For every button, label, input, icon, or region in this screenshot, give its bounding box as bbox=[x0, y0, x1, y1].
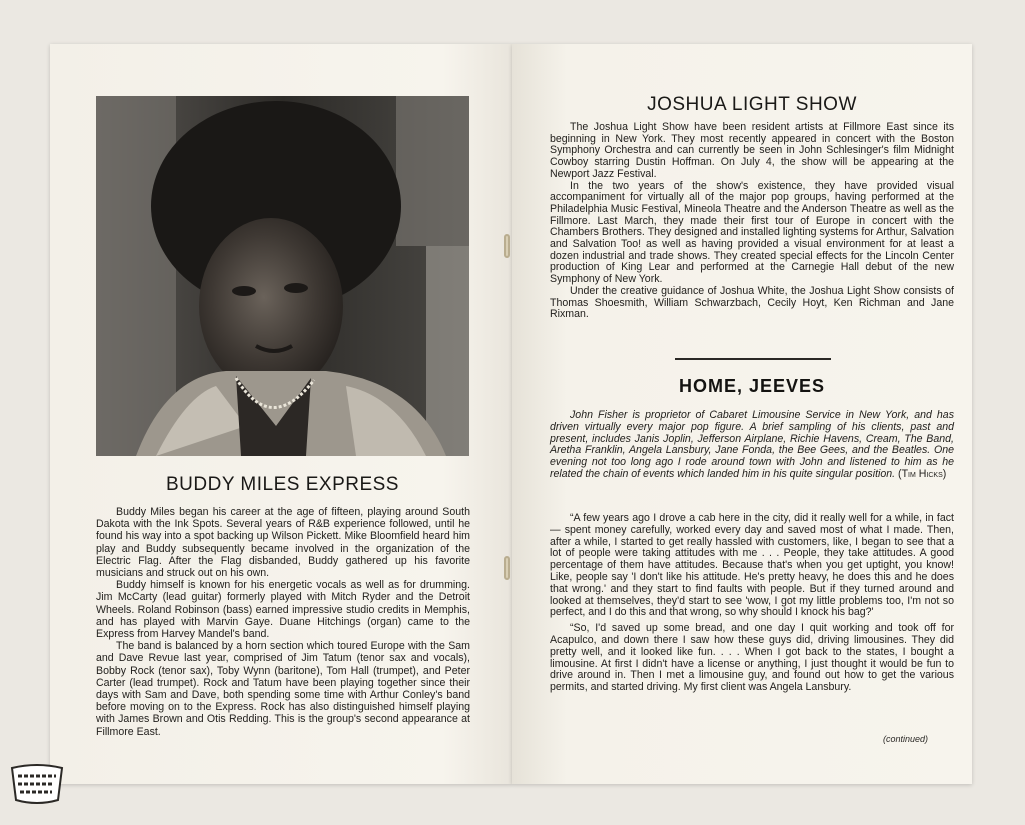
continued-label: (continued) bbox=[882, 734, 928, 744]
staple-top bbox=[504, 234, 510, 258]
intro-credit: (Tim Hicks) bbox=[898, 467, 947, 480]
buddy-miles-photo bbox=[96, 96, 469, 456]
home-jeeves-quotes bbox=[550, 513, 954, 698]
right-paragraph: In the two years of the show's existence, they have provided visual accompaniment for virtually all of the major pop groups, having performed at the Philadelphia Music Festival, Mineola Theatre and the Anderson Theatre as well as the Fillmore. Last March, they made their first tour of Europe in concert with the Chambers Brothers. They designed and installed lighting systems for Arthur, Salvation and Salvation Too! as well as having provided a visual environment for at least a dozen industrial and trade shows. They created special effects for the Lincoln Center production of King Lear and performed at the Carnegie Hall debut of the new Symphony of New York. bbox=[550, 179, 954, 286]
staple-bottom bbox=[504, 556, 510, 580]
home-jeeves-heading: HOME, JEEVES bbox=[678, 376, 826, 396]
quote-paragraph: “A few years ago I drove a cab here in the city, did it really well for a while, in fact — spent money carefully, worked every day and saved most of what I made. Then, after a while, I started to get really hassled with customers, like, I began to see that a lot of people were taking attitudes with me . . . People, they take attitudes. A good percentage of them have attitudes. Because that's when you get uptight, you know! Like, people say 'I don't like his attitude. He's pretty heavy, he does this and he does that wrong.' and they start to find faults with people. But if they turned around and looked at themselves, they'd start to see 'wow, I got my little problems too, I'm not so perfect, and I do this and that wrong, so why should I knock his bag?' bbox=[550, 512, 954, 619]
left-paragraph: The band is balanced by a horn section which toured Europe with the Sam and Dave Revue last year, comprised of Jim Tatum (tenor sax and vocals), Bobby Rock (tenor sax), Toby Wynn (baritone), Tom Hall (trumpet), and Peter Carter (lead trumpet). Rock and Tatum have been playing together since their days with Sam and Dave, both spending some time with Arthur Conley's band before moving on to the Express. Rock has also distinguished himself playing with James Brown and Otis Redding. This is the group's second appearance at Fillmore East. bbox=[96, 640, 470, 738]
left-paragraph: Buddy Miles began his career at the age of fifteen, playing around South Dakota with the Ink Spots. Several years of R&B experience followed, until he found his way into a spot backing up Wilson Pickett. Mike Bloomfield heard him play and Buddy subsequently became involved in the organization of the Electric Flag. After the Flag disbanded, Buddy gathered up his favorite musicians and struck out on his own. bbox=[96, 506, 470, 580]
left-page-title: BUDDY MILES EXPRESS bbox=[165, 474, 399, 495]
left-paragraph: Buddy himself is known for his energetic vocals as well as for drumming. Jim McCarty (lead guitar) formerly played with Mitch Ryder and the Detroit Wheels. Roland Robinson (bass) earned impressive studio credits in Memphis, and has played with Marvin Gaye. Duane Hitchings (organ) came to the Express from Harvey Mandel's band. bbox=[96, 579, 470, 641]
left-page bbox=[50, 44, 512, 784]
right-page-title: JOSHUA LIGHT SHOW bbox=[647, 94, 857, 115]
intro-text: John Fisher is proprietor of Cabaret Limousine Service in New York, and has driven virtually every major pop figure. A brief sampling of his clients, past and present, includes Janis Joplin, Jefferson Airplane, Richie Havens, Cream, The Band, Aretha Franklin, Angela Lansbury, Jane Fonda, the Bee Gees, and the Beatles. One evening not too long ago I rode around town with John and listened to him as he related the chain of events which landed him in his quite singular position. bbox=[550, 409, 954, 480]
quote-paragraph: “So, I'd saved up some bread, and one day I quit working and took off for Acapulco, and down there I saw how these guys did, driving limousines. They did pretty well, and it looked like fun. . . . When I got back to the states, I bought a limousine. At first I didn't have a license or anything, I just thought it would be fun to drive around in. Then I met a limousine guy, and found out how to get the various permits, and started driving. My first client was Angela Lansbury. bbox=[550, 622, 954, 694]
right-paragraph: The Joshua Light Show have been resident artists at Fillmore East since its beginning in New York. They most recently appeared in concert with the Boston Symphony Orchestra and can currently be seen in John Schlesinger's film Midnight Cowboy starring Dustin Hoffman. On July 4, the show will be appearing at the Newport Jazz Festival. bbox=[550, 121, 954, 180]
program-booklet bbox=[50, 44, 972, 784]
archive-stamp-logo bbox=[8, 764, 66, 804]
section-divider bbox=[675, 358, 831, 360]
left-page-body bbox=[96, 506, 470, 738]
right-paragraph: Under the creative guidance of Joshua White, the Joshua Light Show consists of Thomas Shoesmith, William Schwarzbach, Cecily Hoyt, Ken Richman and Jane Rixman. bbox=[550, 284, 954, 321]
home-jeeves-intro bbox=[550, 410, 954, 481]
right-page bbox=[512, 44, 972, 784]
joshua-light-show-body bbox=[550, 122, 954, 321]
